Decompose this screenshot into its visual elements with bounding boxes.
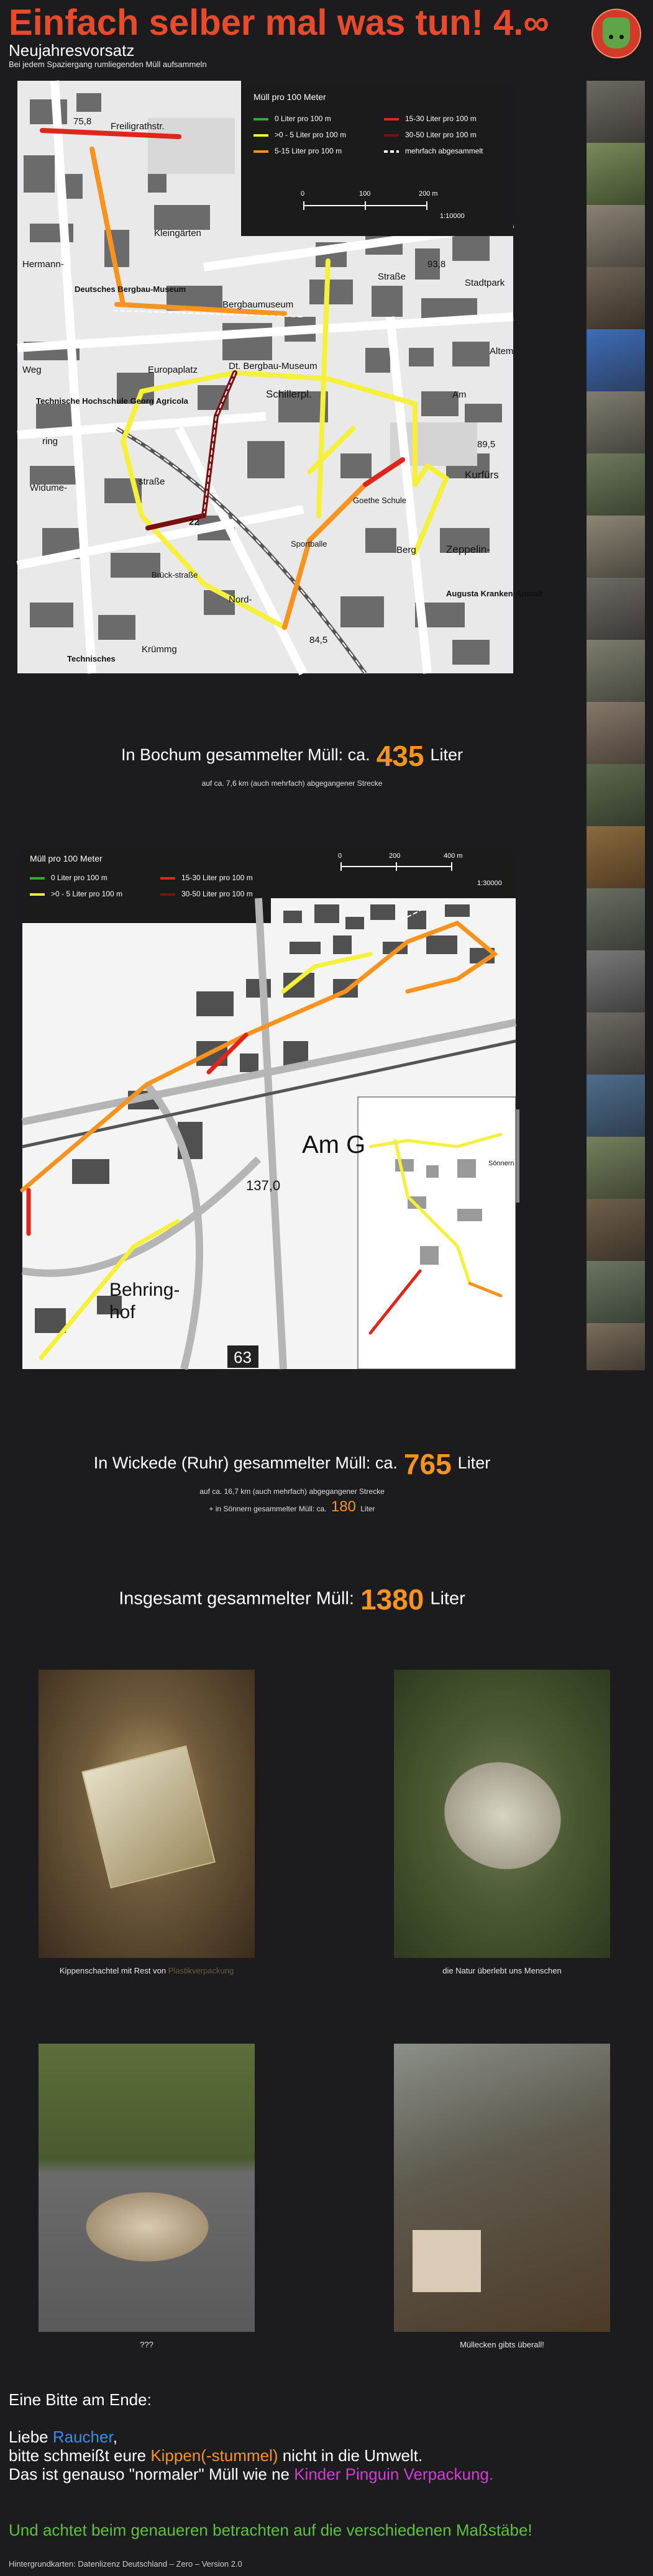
map1-label: Europaplatz xyxy=(148,365,198,375)
map1-label: Kleingärten xyxy=(154,228,201,239)
map1-label: Straße xyxy=(378,271,406,282)
closing-comparison: Das ist genauso "normaler" Müll wie ne Kinder Pinguin Verpackung. xyxy=(9,2465,494,2483)
map1-label: Schillerpl. xyxy=(266,388,312,400)
photo-plastic-glove[interactable] xyxy=(394,1670,610,1958)
wickede-total: 765 xyxy=(403,1448,452,1480)
map1-label: straße xyxy=(139,476,165,487)
legend-title: Müll pro 100 Meter xyxy=(253,92,326,102)
wickede-distance-note: auf ca. 16,7 km (auch mehrfach) abgegangener Strecke xyxy=(199,1487,385,1496)
map-wickede-drawing xyxy=(22,898,516,1369)
legend-item: 30-50 Liter pro 100 m xyxy=(384,130,477,139)
photo-caption: die Natur überlebt uns Menschen xyxy=(442,1966,562,1975)
map1-label: 75,8 xyxy=(73,116,92,127)
map1-label: 89,5 xyxy=(477,439,496,450)
avatar xyxy=(591,9,641,58)
map1-label: ring xyxy=(42,436,58,447)
legend-item: 0 Liter pro 100 m xyxy=(253,114,331,123)
map1-label: Sportballe xyxy=(291,539,327,548)
photo-trash-corner[interactable] xyxy=(394,2044,610,2332)
bochum-total: 435 xyxy=(376,740,424,772)
map2-label: Sönnern xyxy=(488,1160,514,1167)
legend-item: 15-30 Liter pro 100 m xyxy=(384,114,477,123)
legend-item: 5-15 Liter pro 100 m xyxy=(253,147,342,155)
soennern-note: + in Sönnern gesammelter Müll: ca. 180 Liter xyxy=(209,1498,375,1515)
map2-label: Behring- xyxy=(109,1280,180,1300)
closing-scale-note: Und achtet beim genaueren betrachten auf die verschiedenen Maßstäbe! xyxy=(9,2521,532,2539)
map1-label: Bergbaumuseum xyxy=(222,299,294,310)
map2-label: 137,0 xyxy=(246,1178,281,1193)
scale-tick: 0 xyxy=(301,190,305,198)
map2-label: Am G xyxy=(302,1131,366,1158)
scale-ratio: 1:10000 xyxy=(440,212,465,220)
photo-strip[interactable] xyxy=(587,81,645,1370)
map1-label: 84,5 xyxy=(309,635,328,645)
page-title: Einfach selber mal was tun! 4.∞ xyxy=(9,2,549,43)
map1-label: Berg xyxy=(396,545,416,555)
page-tagline: Bei jedem Spaziergang rumliegenden Müll aufsammeln xyxy=(9,60,207,69)
footer-credits: Hintergrundkarten: Datenlizenz Deutschland – Zero – Version 2.0 xyxy=(9,2559,242,2569)
closing-intro: Eine Bitte am Ende: xyxy=(9,2390,152,2409)
page-subtitle: Neujahresvorsatz xyxy=(9,41,135,60)
map1-label: Am xyxy=(452,389,467,400)
map1-label: 93,8 xyxy=(427,259,446,270)
map1-label: Freiligrathstr. xyxy=(111,121,165,132)
photo-caption: Kippenschachtel mit Rest von Plastikverpackung xyxy=(59,1966,234,1975)
map1-label: Goethe Schule xyxy=(353,496,407,505)
map1-label: Nord- xyxy=(229,594,252,605)
scale-tick: 100 xyxy=(359,190,371,198)
map-wickede[interactable] xyxy=(22,898,516,1369)
map1-label: Deutsches Bergbau-Museum xyxy=(75,284,186,294)
map-legend xyxy=(241,81,513,236)
photo-caption: ??? xyxy=(140,2340,153,2349)
map1-label: Widume- xyxy=(30,483,68,493)
photo-caption: Müllecken gibts überall! xyxy=(460,2340,544,2349)
map1-label: Augusta Kranken-Anstalt xyxy=(446,589,544,598)
map1-label: Hermann- xyxy=(22,259,64,270)
map-bochum[interactable] xyxy=(17,81,544,673)
map1-label: Stadtpark xyxy=(465,278,505,288)
photo-cigarette-pack[interactable] xyxy=(39,1670,255,1958)
map1-label: 22 xyxy=(189,517,199,527)
grand-total: 1380 xyxy=(360,1583,424,1616)
summary-bochum: In Bochum gesammelter Müll: ca. 435 Liter xyxy=(121,740,463,772)
bochum-distance-note: auf ca. 7,6 km (auch mehrfach) abgegangener Strecke xyxy=(201,779,383,788)
map1-label: Dt. Bergbau-Museum xyxy=(229,361,317,371)
map2-label: hof xyxy=(109,1302,135,1322)
closing-request: bitte schmeißt eure Kippen(-stummel) nicht in die Umwelt. xyxy=(9,2446,423,2465)
summary-wickede: In Wickede (Ruhr) gesammelter Müll: ca. 765 Liter xyxy=(93,1448,491,1480)
map1-label: Altem xyxy=(490,346,514,357)
summary-total: Insgesamt gesammelter Müll: 1380 Liter xyxy=(119,1583,465,1616)
scale-tick: 200 m xyxy=(419,190,438,198)
map2-label: 63 xyxy=(234,1348,252,1367)
map1-label: Zeppelin- xyxy=(446,544,490,555)
map1-label: Technisches xyxy=(67,654,116,663)
photo-shoes[interactable] xyxy=(39,2044,255,2332)
legend-item: >0 - 5 Liter pro 100 m xyxy=(253,130,346,139)
map1-label: Weg xyxy=(22,365,42,375)
map1-label: Kurfürs xyxy=(465,469,499,481)
map2-legend: Müll pro 100 Meter 0 Liter pro 100 m >0 - 5 Liter pro 100 m 15-30 Liter pro 100 m 30-50 Liter pro 100 m 0 200 400 m 1:30000 xyxy=(17,847,514,898)
map1-label: Technische Hochschule Georg Agricola xyxy=(36,396,188,406)
legend-item: mehrfach abgesammelt xyxy=(384,147,483,155)
closing-greeting: Liebe Raucher, xyxy=(9,2428,117,2446)
map1-label: Krümmg xyxy=(142,644,177,655)
monster-icon xyxy=(603,17,630,48)
map1-label: Brück-straße xyxy=(152,570,198,580)
